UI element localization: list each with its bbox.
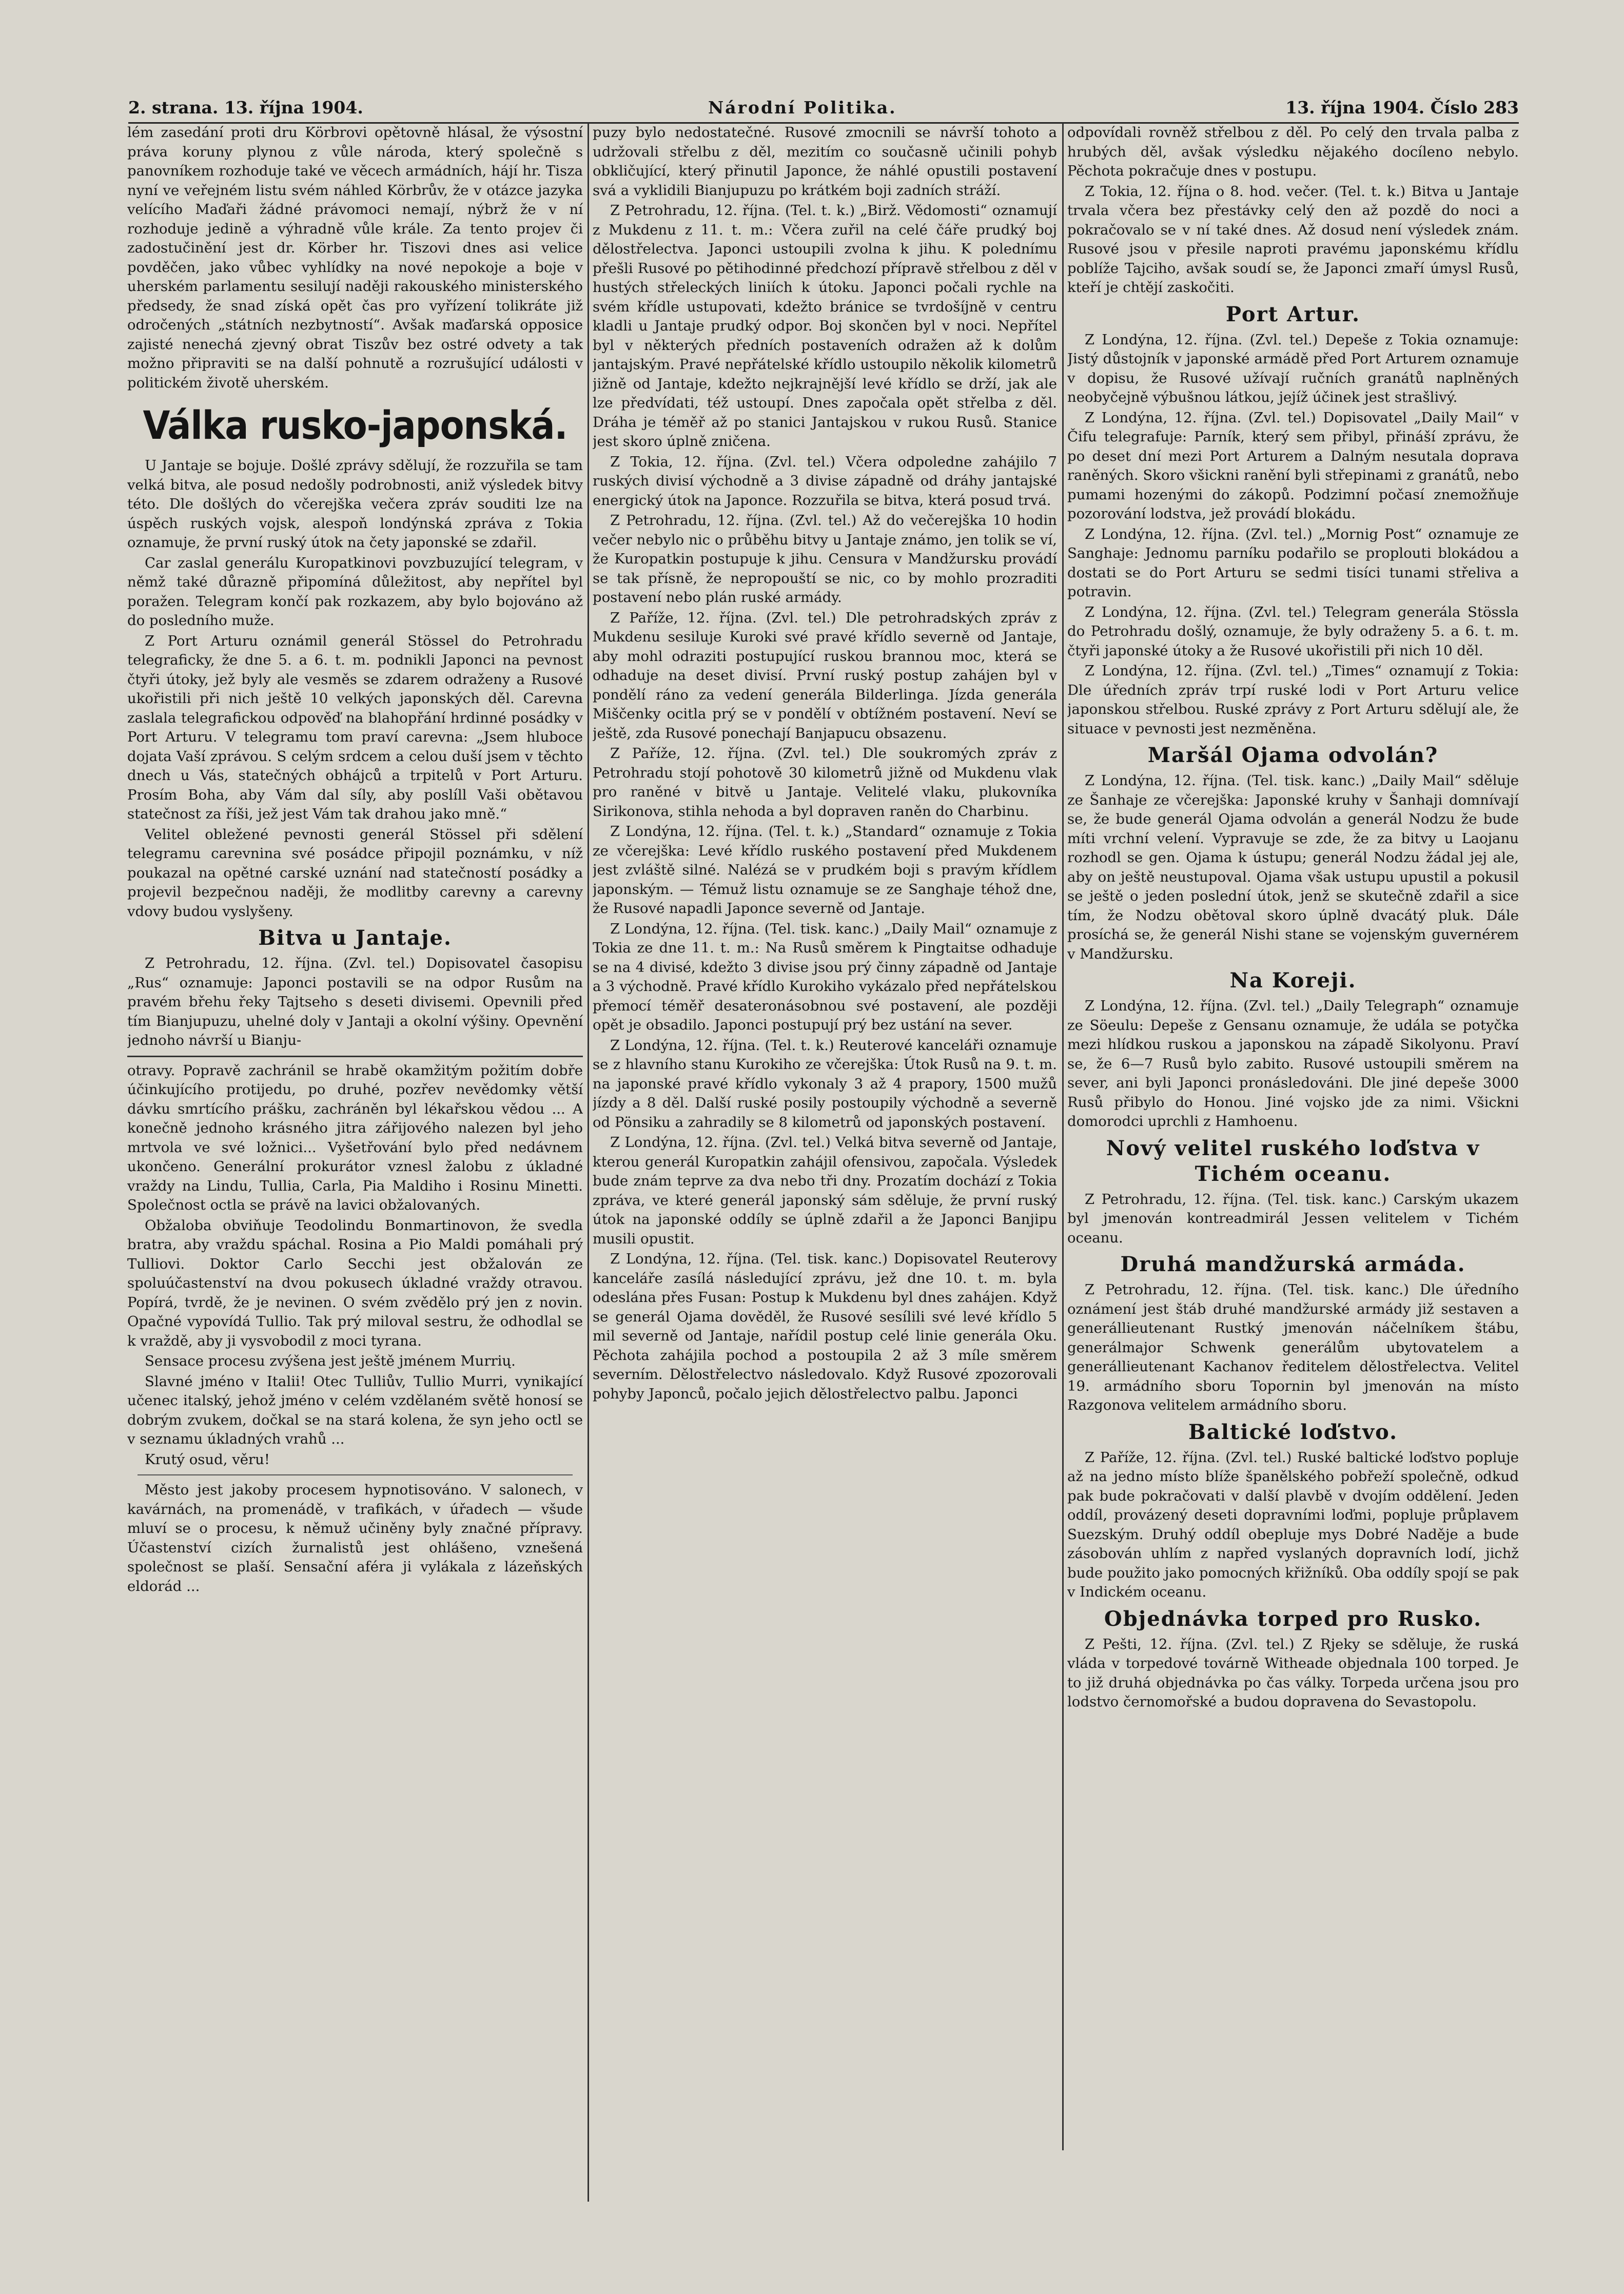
header-right: 13. října 1904. Číslo 283 [1285, 98, 1519, 118]
article-text: Z Petrohradu, 12. října. (Tel. tisk. kanc.) Carským ukazem byl jmenován kontreadmirál Jessen velitelem v Tichém oceanu. [1067, 1191, 1519, 1246]
section-rule [138, 1474, 573, 1475]
article-text: Z Petrohradu, 12. října. (Zvl. tel.) Dopisovatel časopisu „Rus“ oznamuje: Japonci postavili se na odpor Rusům na pravém břehu řeky Tajtseho s deseti divisemi. Opevnili před tím Bianjupuzu, uhelné doly v Jantaji a okolní výšiny. Opevnění jednoho návrší u Bianju- [127, 955, 583, 1048]
article-text: puzy bylo nedostatečné. Rusové zmocnili se návrší tohoto a udržovali střelbu z děl, mezitím co současně učinili pohyb obkličující, který přinutil Japonce, že náhlé opustili postavení svá a vyklidili Bianjupuzu po krátkém boji zadních stráží. [593, 124, 1057, 199]
column-rule [1062, 123, 1064, 2150]
article-text: Z Londýna, 12. října. (Tel. t. k.) „Standard“ oznamuje z Tokia ze včerejška: Levé křídlo ruského postavení před Mukdenem jest zvláště silné. Nalézá se v prudkém boji s pravým křídlem japonským. — Témuž listu oznamuje se ze Sanghaje téhož dne, že Rusové napadli Japonce severně od Jantaje. [593, 823, 1057, 917]
article-text: Z Petrohradu, 12. října. (Tel. tisk. kanc.) Dle úředního oznámení jest štáb druhé mandžurské armády již sestaven a generállieutenant Rustký jmenován náčelníkem štábu, generálmajor Schwenk generálům ubytovatelem a generállieutenant Kachanov ředitelem dělostřelectva. Velitel 19. armádního sboru Topornin byl jmenován na místo Razgonova velitelem armádního sboru. [1067, 1281, 1519, 1413]
article-text: Z Londýna, 12. října. (Zvl. tel.) Velká bitva severně od Jantaje, kterou generál Kuropatkin zahájil ofensivou, započala. Výsledek bude znám teprve za dva nebo tři dny. Prozatím dochází z Tokia zpráva, ve které generál japonský sám sděluje, že první ruský útok na japonské oddíly se úplně zdařil a že Japonci Banjipu musili opustit. [593, 1134, 1057, 1247]
article-text: Z Londýna, 12. října. (Tel. tisk. kanc.) „Daily Mail“ oznamuje z Tokia ze dne 11. t. m.: Na Rusů směrem k Pingtaitse odhaduje se na 4 divisé, kdežto 3 divise jsou prý činny západně od Jantaje a 3 východně. Pravé křídlo Kurokiho vykázalo před nepřátelskou přemocí téměř desateronásobnou své postavení, ale později opět je obsadilo. Japonci postupují prý bez ustání na sever. [593, 920, 1057, 1033]
section-heading: Bitva u Jantaje. [258, 926, 452, 950]
article-text: Krutý osud, věru! [145, 1451, 270, 1468]
main-headline: Válka rusko-japonská. [143, 402, 568, 448]
article-text: Car zaslal generálu Kuropatkinovi povzbuzující telegram, v němž také důrazně připomíná důležitost, aby nepřítel byl poražen. Telegram končí pak rozkazem, aby bylo bojováno až do posledního muže. [127, 554, 583, 629]
header-left: 2. strana. 13. října 1904. [128, 98, 363, 118]
article-text: Z Londýna, 12. října. (Zvl. tel.) Dopisovatel „Daily Mail“ v Čifu telegrafuje: Parník, který sem přibyl, přináší zprávu, že po deset dní mezi Port Arturem a Dalným nesutala doprava raněných. Skoro všickni ranění byli střepinami z granátů, nebo pumami hozenými do zákopů. Podzimní počasí znemožňuje pozorování lodstva, jež provádí blokádu. [1067, 409, 1519, 522]
article-text: Z Londýna, 12. října. (Zvl. tel.) „Daily Telegraph“ oznamuje ze Söeulu: Depeše z Gensanu oznamuje, že udála se potyčka mezi hlídkou ruskou a japonskou na západě Sikolyonu. Praví se, že 6—7 Rusů bylo zabito. Rusové ustoupili směrem na sever, ani byli Japonci pronásledováni. Dle jiné depeše 3000 Rusů přibylo do Honou. Jiné vojsko jde za nimi. Všickni domorodci uprchli z Hamhoenu. [1067, 998, 1519, 1130]
section-heading: Druhá mandžurská armáda. [1120, 1252, 1466, 1276]
section-heading: Nový velitel ruského loďstva v Tichém oceanu. [1106, 1136, 1480, 1186]
article-text: U Jantaje se bojuje. Došlé zprávy sdělují, že rozzuřila se tam velká bitva, ale posud nedošly podrobnosti, aniž výsledek bitvy této. Dle došlých do včerejška večera zpráv souditi lze na úspěch ruských vojsk, alespoň londýnská zpráva z Tokia oznamuje, že první ruský útok na čety japonské se zdařil. [127, 457, 583, 551]
article-text: Z Tokia, 12. října o 8. hod. večer. (Tel. t. k.) Bitva u Jantaje trvala včera bez přestávky celý den až pozdě do noci a pokračovalo se v ní také dnes. Až dosud není výsledek znám. Rusové jsou v přesile naproti pravému japonskému křídlu poblíže Tajciho, avšak soudí se, že Japonci zmaří úmysl Rusů, kteří je chtějí zaskočiti. [1067, 183, 1519, 296]
column-3 [1067, 123, 1519, 2135]
section-rule [127, 1056, 583, 1057]
header-title: Národní Politika. [708, 98, 897, 118]
article-text: Z Londýna, 12. října. (Zvl. tel.) Depeše z Tokia oznamuje: Jistý důstojník v japonské armádě před Port Arturem oznamuje v dopisu, že Rusové užívají ručních granátů naplněných neobyčejně výbušnou látkou, jejíž účinek jest strašlivý. [1067, 331, 1519, 405]
section-heading: Objednávka torped pro Rusko. [1104, 1606, 1482, 1631]
article-text: Velitel obležené pevnosti generál Stössel při sdělení telegramu carevnina své posádce připojil poznámku, v níž poukazal na opětné carské uznání nad statečností posádky a projevil bezpečnou naději, že modlitby carevny a carevny vdovy budou vyslyšeny. [127, 826, 583, 920]
article-text: Z Paříže, 12. října. (Zvl. tel.) Dle petrohradských zpráv z Mukdenu sesiluje Kuroki své pravé křídlo severně od Jantaje, aby mohl odraziti postupující ruskou brannou moc, která se odhaduje na deset divisí. První ruský postup zahájen byl v pondělí ráno za vedení generála Bilderlinga. Jízda generála Miščenky ocitla prý se v pondělí v obtížném postavení. Neví se ještě, zda Rusové ponechají Banjapucu obsazenu. [593, 609, 1057, 742]
article-text: Město jest jakoby procesem hypnotisováno. V salonech, v kavárnách, na promenádě, v trafikách, v úřadech — všude mluví se o procesu, k němuž učiněny byly značné přípravy. Účastenství cizích žurnalistů jest ohlášeno, vznešená společnost se plaší. Sensační aféra ji vylákala z lázeňských eldorád ... [127, 1482, 583, 1595]
article-text: Slavné jméno v Italii! Otec Tulliův, Tullio Murri, vynikající učenec italský, jehož jméno v celém vzdělaném světě honosí se dobrým zvukem, dočkal se na stará kolena, že syn jeho octl se v seznamu úkladných vrahů ... [127, 1373, 583, 1447]
page-header [128, 93, 1519, 124]
article-text: Z Londýna, 12. října. (Tel. tisk. kanc.) Dopisovatel Reuterovy kanceláře zasílá následující zprávu, jež dne 10. t. m. byla odeslána přes Fusan: Postup k Mukdenu byl dnes zahájen. Když se generál Ojama dověděl, že Rusové sesílili své levé křídlo 5 mil severně od Jantaje, nařídil postup celé linie generála Oku. Pěchota zahájila pochod a postoupila 2 až 3 míle směrem severním. Dělostřelectvo následovalo. Když Rusové zpozorovali pohyby Japonců, počalo jejich dělostřelectvo palbu. Japonci [593, 1251, 1057, 1402]
article-text: Z Londýna, 12. října. (Tel. tisk. kanc.) „Daily Mail“ sděluje ze Šanhaje ze včerejška: Japonské kruhy v Šanhaji domnívají se, že bude generál Ojama odvolán a generál Nodzu že bude míti vrchní velení. Vypravuje se zde, že za bitvy u Laojanu rozhodl se gen. Ojama k ústupu; generál Nodzu žádal jej ale, aby on ještě neustupoval. Ojama však ustupu upustil a pokusil se ještě o jeden poslední útok, jenž se skutečně zdařil a sice tím, že Nodzu obětoval skoro úplně dvacátý pluk. Dále prosíchá se, že generál Nishi stane se vojenským guvernérem v Mandžursku. [1067, 772, 1519, 962]
article-text: Z Londýna, 12. října. (Zvl. tel.) „Mornig Post“ oznamuje ze Sanghaje: Jednomu parníku podařilo se proplouti blokádou a dostati se do Port Arturu se sedmi tisíci tunami střeliva a potravin. [1067, 526, 1519, 600]
article-text: Z Londýna, 12. října. (Tel. t. k.) Reuterové kanceláři oznamuje se z hlavního stanu Kurokiho ze včerejška: Útok Rusů na 9. t. m. na japonské pravé křídlo vykonaly 3 až 4 prapory, 1500 mužů jízdy a 8 děl. Další ruské posily postoupily východně a severně od Pönsiku a zahradily se 8 kilometrů od japonských postavení. [593, 1037, 1057, 1131]
section-heading: Na Koreji. [1229, 968, 1357, 993]
article-text: Z Paříže, 12. října. (Zvl. tel.) Dle soukromých zpráv z Petrohradu stojí pohotově 30 kilometrů jižně od Mukdenu vlak pro raněné v bitvě u Jantaje. Velitelé vlaku, plukovníka Sirikonova, stihla nehoda a byl dopraven raněn do Charbinu. [593, 745, 1057, 820]
section-heading: Port Artur. [1225, 302, 1361, 326]
article-text: Obžaloba obviňuje Teodolindu Bonmartinovon, že svedla bratra, aby vraždu spáchal. Rosina a Pio Maldi pomáhali prý Tulliovi. Doktor Carlo Secchi jest obžalován ze spoluúčastenství na dvou pokusech úkladné vraždy otravou. Popírá, tvrdě, že je nevinen. O svém zvědělo prý jen z novin. Opačné vypovídá Tullio. Tak prý miloval sestru, že odhodlal se k vraždě, aby ji vysvobodil z moci tyrana. [127, 1217, 583, 1349]
column-rule [588, 123, 589, 2202]
article-text: otravy. Popravě zachránil se hrabě okamžitým požitím dobře účinkujícího protijedu, po druhé, pozřev nevědomky větší dávku smrtícího prášku, zachráněn byl lékařskou vědou ... A konečně jednoho krásného jitra zářijového nalezen byl jeho mrtvola ve své ložnici... Vyšetřování bylo před nedávnem ukončeno. Generální prokurátor vznesl žalobu z úkladné vraždy na Lindu, Tullia, Carla, Pia Maldiho i Rosinu Minetti. Společnost octla se právě na lavici obžalovaných. [127, 1062, 583, 1213]
article-text: lém zasedání proti dru Körbrovi opětovně hlásal, že výsostní práva koruny plynou z vůle národa, který společně s panovníkem rozhoduje také ve věcech armádních, hájí hr. Tisza nyní ve veřejném listu svém náhled Körbrův, že v otázce jazyka velícího Maďaři žádné právomoci nemají, nýbrž že v ní rozhoduje jedině a výhradně vůle krále. Za tento projev či zadostučinění jest dr. Körber hr. Tiszovi dnes asi velice povděčen, jako vůbec vyhlídky na nové nepokoje a boje v uherském parlamentu sesilují naději rakouského ministerského předsedy, že snad získá opět čas pro vyřízení tolikráte již odročených „státních nezbytností“. Avšak maďarská opposice zajisté nenechá zjevný obrat Tiszův bez ostré odvety a tak možno připraviti se na další pohnutě a rozrušující události v politickém životě uherském. [127, 124, 583, 391]
article-text: Z Londýna, 12. října. (Zvl. tel.) Telegram generála Stössla do Petrohradu došlý, oznamuje, že byly odraženy 5. a 6. t. m. čtyři japonské útoky a že Rusové ukořistili při nich 10 děl. [1067, 604, 1519, 659]
article-text: Z Londýna, 12. října. (Zvl. tel.) „Times“ oznamují z Tokia: Dle úředních zpráv trpí ruské lodi v Port Arturu velice japonskou střelbou. Ruské zprávy z Port Arturu sdělují ale, že situace v pevnosti jest nezměněna. [1067, 663, 1519, 737]
section-heading: Baltické loďstvo. [1188, 1420, 1398, 1444]
column-1 [127, 123, 583, 2202]
article-text: Z Tokia, 12. října. (Zvl. tel.) Včera odpoledne zahájilo 7 ruských divisí východně a 3 divise západně od dráhy jantajské energický útok na Japonce. Rozzuřila se bitva, která posud trvá. [593, 453, 1057, 509]
article-text: Sensace procesu zvýšena jest ještě jménem Murrių. [145, 1353, 516, 1369]
article-text: Z Petrohradu, 12. října. (Tel. t. k.) „Birž. Vědomosti“ oznamují z Mukdenu z 11. t. m.: Včera zuřil na celé čáře prudký boj dělostřelectva. Japonci ustoupili zvolna k jihu. K polednímu přešli Rusové po pětihodinné předchozí přípravě střelbou z děl v hustých střeleckých liniích k útoku. Japonci počali rychle na svém křídle ustupovati, kdežto bránice se tvrdošíjně v centru kladli u Jantaje prudký odpor. Boj skončen byl v noci. Nepřítel byl v některých předních postaveních odražen až k dolům jantajským. Pravé nepřátelské křídlo ustoupilo několik kilometrů jižně od Jantaje, kdežto nejkrajnější levé křídlo se drží, jak ale lze předvídati, též ustoupí. Dnes započala opět střelba z děl. Dráha je téměř až po stanici Jantajskou v rukou Rusů. Stanice jest skoro úplně zničena. [593, 202, 1057, 450]
section-heading: Maršál Ojama odvolán? [1147, 743, 1439, 767]
article-text: Z Port Arturu oznámil generál Stössel do Petrohradu telegraficky, že dne 5. a 6. t. m. podnikli Japonci na pevnost čtyři útoky, jež byly ale vesměs se zdarem odraženy a Rusové ukořistili při nich ještě 10 velkých japonských děl. Carevna zaslala telegrafickou odpověď na blahopřání hrdinné posádky v Port Arturu. V telegramu tom praví carevna: „Jsem hluboce dojata Vaší zprávou. S celým srdcem a celou duší jsem v těchto dnech u Vás, statečných obhájců a trpitelů v Port Arturu. Prosím Boha, aby Vám dal síly, aby poslíll Vaši obětavou statečnost za říši, jež jest Vám tak drahou jako mně.“ [127, 632, 583, 822]
column-2 [593, 123, 1057, 2202]
article-text: Z Petrohradu, 12. října. (Zvl. tel.) Až do večerejška 10 hodin večer nebylo nic o průběhu bitvy u Jantaje známo, jen tolik se ví, že Kuropatkin postupuje k jihu. Censura v Mandžursku provádí se tak přísně, že nepropouští se nic, co by mohlo prozraditi postavení nebo plán ruské armády. [593, 512, 1057, 606]
article-text: Z Paříže, 12. října. (Zvl. tel.) Ruské baltické loďstvo popluje až na jedno místo blíže španělského pobřeží společně, odkud pak bude pokračovati v další plavbě v dvojím oddělení. Jeden oddíl, provázený deseti dopravními loďmi, popluje průplavem Suezským. Druhý oddíl obepluje mys Dobré Naděje a bude zásobován uhlím z napřed vyslaných dopravních lodí, jichž bude použito jako pomocných křižníků. Oba oddíly spojí se pak v Indickém oceanu. [1067, 1449, 1519, 1600]
article-text: Z Pešti, 12. října. (Zvl. tel.) Z Rjeky se sděluje, že ruská vláda v torpedové továrně Witheade objednala 100 torped. Je to již druhá objednávka po čas války. Torpeda určena jsou pro lodstvo černomořské a budou dopravena do Sevastopolu. [1067, 1636, 1519, 1710]
article-text: odpovídali rovněž střelbou z děl. Po celý den trvala palba z hrubých děl, avšak výsledku nějakého docíleno nebylo. Pěchota pokračuje dnes v postupu. [1067, 124, 1519, 179]
